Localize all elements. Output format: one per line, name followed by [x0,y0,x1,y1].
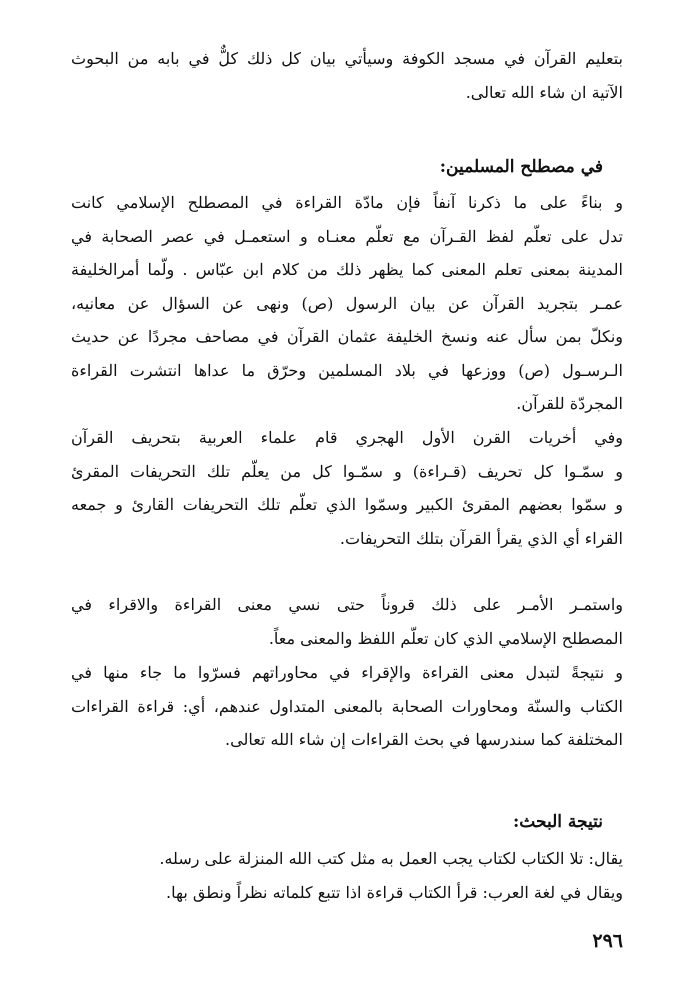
text-line: و سمّـوا كل تحريف (قـراءة) و سمّـوا كل من يعلّم تلك التحريفات المقرئ [71,461,623,481]
text-line: المختلفة كما سندرسها في بحث القراءات إن شاء الله تعالى. [225,730,623,749]
text-line: المدينة بمعنى تعلم المعنى كما يظهر ذلك من كلام ابن عبّاس . ولّما أمرالخليفة [71,260,623,279]
text-line: و بناءً على ما ذكرنا آنفاً فإن مادّة القراءة في المصطلح الإسلامي كانت [71,193,623,212]
text-line: و سمّوا بعضهم المقرئ الكبير وسمّوا الذي تعلّم تلك التحريفات القارئ و جمعه [71,495,623,514]
paragraph-4 [71,656,623,757]
text-line: المجردّة للقرآن. [516,394,623,413]
result-paragraph [71,842,623,909]
text-line: بتعليم القرآن في مسجد الكوفة وسيأتي بيان كل ذلك كلٌّ في بابه من البحوث [71,49,623,68]
text-line: الكتاب والسنّة ومحاورات الصحابة بالمعنى المتداول عندهم، أي: قراءة القراءات [71,696,623,716]
text-line: واستمـر الأمـر على ذلك قروناً حتى نسي معنى القراءة والاقراء في [71,595,623,614]
page-number: ٢٩٦ [592,930,623,952]
text-line: وفي أخريات القرن الأول الهجري قام علماء العربية بتحريف القرآن [71,428,623,447]
text-line: يقال: تلا الكتاب لكتاب يجب العمل به مثل كتب الله المنزلة على رسله. [159,849,623,868]
text-line: الآتية ان شاء الله تعالى. [465,82,623,102]
text-line: ويقال في لغة العرب: قرأ الكتاب قراءة اذا تتبع كلماته نظراً ونطق بها. [166,882,623,902]
text-line: ونكلّ بمن سأل عنه ونسخ الخليفة عثمان القرآن في مصاحف مجردًا عن حديث [71,327,623,346]
text-line: الـرسـول (ص) ووزعها في بلاد المسلمين وحرّق ما عداها انتشرت القراءة [71,360,623,380]
intro-paragraph [71,42,623,109]
paragraph-2 [71,421,623,555]
paragraph-3 [71,588,623,655]
text-line: و نتيجةً لتبدل معنى القراءة والإقراء في محاوراتهم فسرّوا ما جاء منها في [71,663,623,682]
section-heading-result: نتيجة البحث: [513,812,603,832]
section-heading-muslims: في مصطلح المسلمين: [439,157,603,177]
text-line: تدل على تعلّم لفظ القـرآن مع تعلّم معنـاه و استعمـل في عصر الصحابة في [71,226,623,246]
paragraph-1 [71,186,623,421]
text-line: عمـر بتجريد القرآن عن بيان الرسول (ص) ونهى عن السؤال عن معانيه، [71,293,623,313]
text-line: المصطلح الإسلامي الذي كان تعلّم اللفظ والمعنى معاً. [268,628,623,648]
text-line: القراء أي الذي يقرأ القرآن بتلك التحريفات. [339,528,623,548]
